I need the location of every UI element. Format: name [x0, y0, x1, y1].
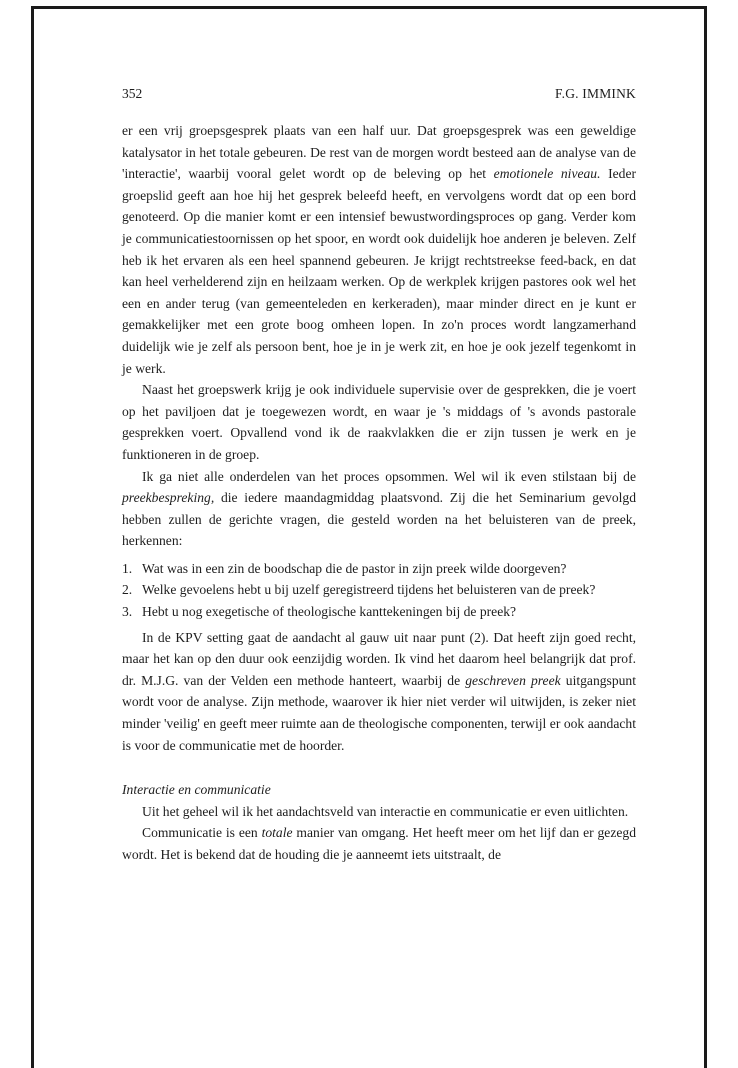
question-text: Hebt u nog exegetische of theologische kanttekeningen bij de preek?	[142, 604, 517, 620]
question-item	[122, 601, 636, 623]
paragraph-6	[122, 822, 636, 865]
question-list	[122, 558, 636, 623]
paragraph-3-text-2: die iedere maandagmiddag plaatsvond. Zij die het Seminarium gevolgd hebben zullen de gerichte vragen, die gesteld worden na het beluisteren van de preek, herkennen:	[122, 490, 636, 549]
paragraph-1-text-2: Ieder groepslid geeft aan hoe hij het gesprek beleefd heeft, en vervolgens wordt dat op een bord genoteerd. Op die manier komt er een intensief bewustwordingsproces op gang. Verder kom je communicatiestoornissen op het spoor, en wordt ook duidelijk hoe anderen je beleven. Zelf heb ik het ervaren als een heel spannend gebeuren. Je krijgt rechtstreekse feed-back, en dat kan heel verhelderend zijn en heilzaam werken. Op de werkplek krijgen pastores ook wel het een en ander terug (van gemeenteleden en kerkeraden), maar minder direct en je kunt er gemakkelijker met een grote boog omheen lopen. In zo'n proces wordt langzamerhand duidelijk wie je zelf als persoon bent, hoe je in je werk zit, en hoe je ook jezelf tegenkomt in je werk.	[122, 166, 637, 376]
question-text: Welke gevoelens hebt u bij uzelf geregistreerd tijdens het beluisteren van de preek?	[142, 582, 596, 598]
page-frame-left	[31, 6, 34, 1068]
question-item	[122, 558, 636, 580]
paragraph-4-text-2: uitgangspunt wordt voor de analyse. Zijn methode, waarover ik hier niet verder wil uitwijden, is zeker niet minder 'veilig' en geeft meer ruimte aan de theologische componenten, terwijl er ook aandacht is voor de communicatie met de hoorder.	[122, 672, 636, 753]
paragraph-1	[122, 120, 636, 379]
question-text: Wat was in een zin de boodschap die de pastor in zijn preek wilde doorgeven?	[142, 560, 567, 576]
section-heading: Interactie en communicatie	[122, 782, 271, 798]
paragraph-4	[122, 627, 636, 757]
page-frame-right	[704, 6, 707, 1068]
page-number: 352	[122, 86, 143, 101]
paragraph-3-text: Ik ga niet alle onderdelen van het proces opsommen. Wel wil ik even stilstaan bij de	[142, 468, 636, 484]
question-number: 3.	[122, 604, 133, 620]
paragraph-1-emphasis: emotionele niveau.	[493, 166, 601, 182]
paragraph-2: Naast het groepswerk krijg je ook individuele supervisie over de gesprekken, die je voert op het paviljoen dat je toegewezen wordt, en waar je 's middags of 's avonds pastorale gesprekken voert. Opvallend vond ik de raakvlakken die er zijn tussen je werk en je funktioneren in de groep.	[122, 382, 636, 462]
paragraph-5: Uit het geheel wil ik het aandachtsveld van interactie en communicatie er even uitlichten.	[142, 803, 629, 819]
question-number: 1.	[122, 560, 133, 576]
question-number: 2.	[122, 582, 133, 598]
paragraph-6-text-2: manier van omgang. Het heeft meer om het lijf dan er gezegd wordt. Het is bekend dat de houding die je aanneemt iets uitstraalt, de	[122, 825, 636, 862]
paragraph-6-emphasis: totale	[261, 825, 293, 841]
paragraph-3-emphasis: preekbespreking,	[122, 490, 215, 506]
paragraph-1-text: er een vrij groepsgesprek plaats van een half uur. Dat groepsgesprek was een geweldige katalysator in het totale gebeuren. De rest van de morgen wordt besteed aan de analyse van de 'interactie', waarbij vooral gelet wordt op de beleving op het	[122, 123, 636, 182]
paragraph-4-emphasis: geschreven preek	[465, 672, 561, 688]
body-text	[122, 120, 636, 866]
running-head: F.G. IMMINK	[555, 86, 636, 101]
page-frame-top	[31, 6, 707, 9]
paragraph-4-text: In de KPV setting gaat de aandacht al gauw uit naar punt (2). Dat heeft zijn goed recht, maar het kan op den duur ook eenzijdig worden. Ik vind het daarom heel belangrijk dat prof. dr. M.J.G. van der Velden een methode hanteert, waarbij de	[122, 629, 636, 688]
question-item	[122, 579, 636, 601]
paragraph-6-text: Communicatie is een	[142, 825, 262, 841]
paragraph-3	[122, 466, 636, 552]
